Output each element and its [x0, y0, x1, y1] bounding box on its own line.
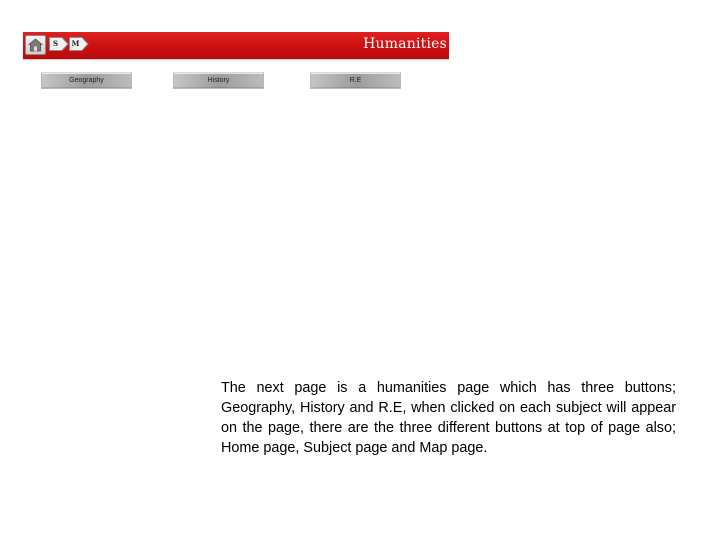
geography-button-label: Geography [69, 77, 104, 84]
map-page-label: M [71, 39, 80, 48]
map-page-button[interactable] [69, 37, 89, 51]
home-icon [28, 38, 43, 52]
geography-button[interactable] [41, 72, 132, 89]
subject-page-button[interactable] [49, 37, 69, 51]
re-button[interactable] [310, 72, 401, 89]
history-button-label: History [207, 77, 230, 84]
page-title: Humanities [363, 36, 447, 52]
description-text: The next page is a humanities page which has three buttons; Geography, History and R.E, when clicked on each subject will appear on the page, there are the three different buttons at top of page also; Home page, Subject page and Map page. [221, 380, 676, 456]
re-button-label: R.E [349, 77, 362, 84]
history-button[interactable] [173, 72, 264, 89]
subject-page-label: S [52, 39, 59, 48]
home-button[interactable] [25, 35, 46, 55]
header-bar [23, 32, 449, 59]
